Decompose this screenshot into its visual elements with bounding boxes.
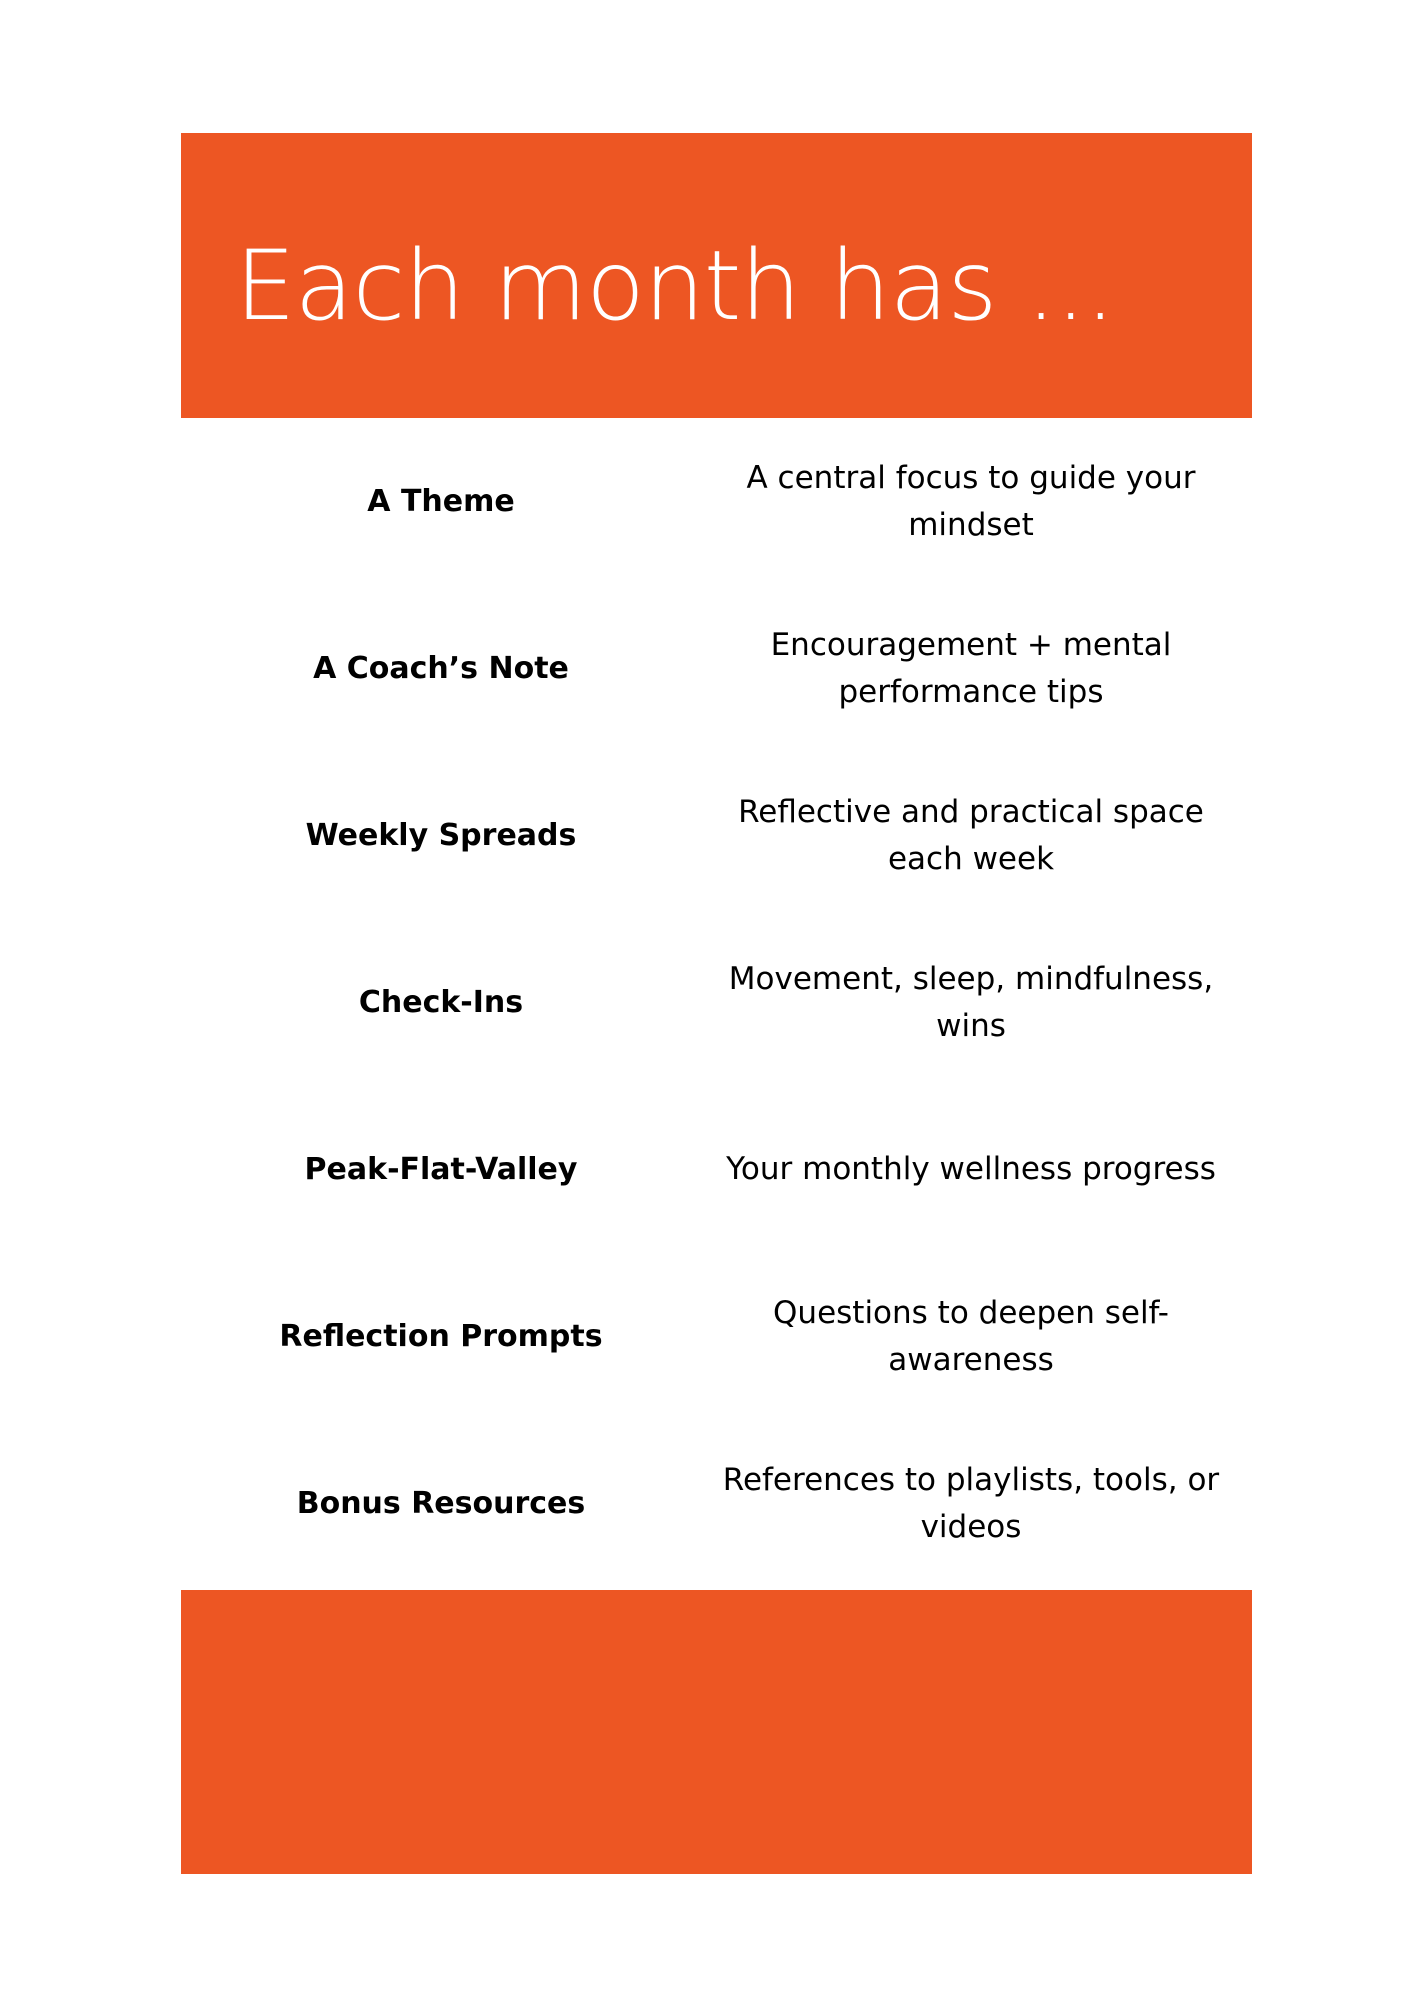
feature-name: Reflection Prompts — [279, 1319, 603, 1354]
feature-description: References to playlists, tools, or videos — [722, 1461, 1220, 1545]
feature-name: A Theme — [367, 484, 515, 519]
feature-description: Movement, sleep, mindfulness, wins — [728, 960, 1214, 1044]
feature-name: Peak-Flat-Valley — [304, 1152, 578, 1187]
feature-row-bonus-resources — [181, 1420, 1252, 1587]
page-title: Each month has ... — [235, 230, 1115, 342]
feature-row-weekly-spreads — [181, 752, 1252, 919]
feature-row-peak-flat-valley — [181, 1086, 1252, 1253]
feature-name: A Coach’s Note — [313, 651, 569, 686]
feature-list — [181, 418, 1252, 1590]
footer-band — [181, 1590, 1252, 1874]
feature-row-reflection-prompts — [181, 1253, 1252, 1420]
feature-description: Your monthly wellness progress — [726, 1151, 1216, 1187]
feature-row-check-ins — [181, 919, 1252, 1086]
feature-name: Weekly Spreads — [305, 818, 577, 853]
feature-name: Bonus Resources — [296, 1486, 586, 1521]
feature-description: Questions to deepen self-awareness — [773, 1294, 1169, 1378]
feature-row-coach-note — [181, 585, 1252, 752]
feature-row-theme — [181, 418, 1252, 585]
feature-description: Reflective and practical space each week — [738, 793, 1204, 877]
feature-description: A central focus to guide your mindset — [746, 459, 1196, 543]
feature-description: Encouragement + mental performance tips — [770, 626, 1172, 710]
feature-name: Check-Ins — [358, 985, 524, 1020]
header-band — [181, 133, 1252, 418]
